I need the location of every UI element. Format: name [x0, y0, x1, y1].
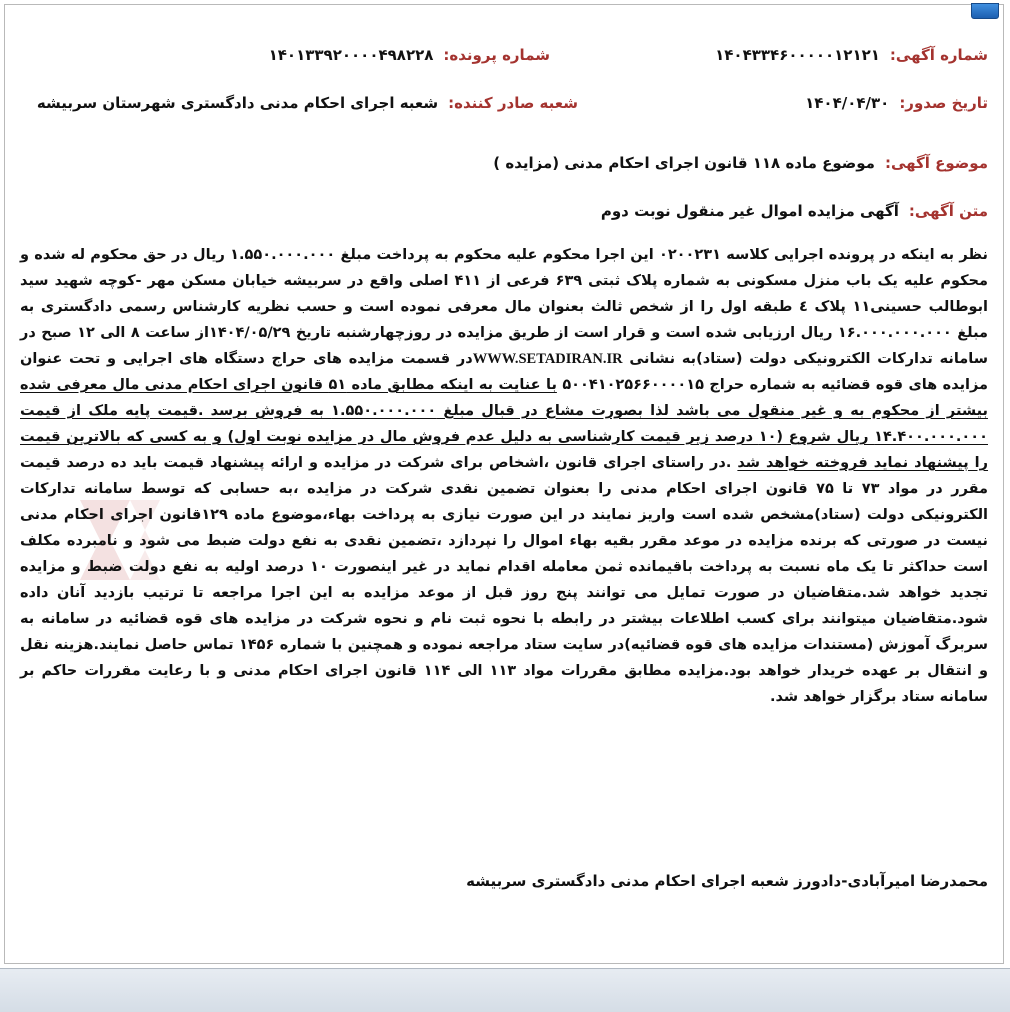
issue-date: ۱۴۰۴/۰۴/۳۰ — [805, 94, 890, 112]
body-part-1: نظر به اینکه در پرونده اجرایی کلاسه ۰۲۰۰۲۳۱ این اجرا محکوم علیه محکوم به پرداخت مبلغ ۱.۵۵۰.۰۰۰.۰۰۰ ریال در حق محکوم له شده و محکوم علیه یک باب منزل مسکونی به شماره پلاک ثبتی ۶۳۹ فرعی از ۴۱۱ اصلی واقع در سربیشه خیابان مسکن مهر -کوچه شهید سید ابوطالب حسینی۱۱ پلاک ٤ طبقه اول را از شخص ثالث بعنوان مال معرفی نموده است و حسب نظریه کارشناس رسمی دادگستری به مبلغ ۱۶.۰۰۰.۰۰۰.۰۰۰ ریال ارزیابی شده است و قرار است از طریق مزایده در روزچهارشنبه تاریخ ۱۴۰۴/۰۵/۲۹از ساعت ۸ الی ۱۲ صبح در سامانه تدارکات الکترونیکی دولت (ستاد)به نشانی — [20, 247, 988, 367]
website-link[interactable]: WWW.SETADIRAN.IR — [472, 351, 623, 367]
notice-body-paragraph — [20, 242, 988, 710]
notice-text-label: متن آگهی: — [908, 202, 988, 220]
notice-text-field — [601, 202, 988, 220]
bottom-toolbar — [0, 968, 1010, 1012]
notice-number: ۱۴۰۴۳۳۴۶۰۰۰۰۰۱۲۱۲۱ — [715, 46, 880, 64]
case-number-label: شماره پرونده: — [443, 46, 550, 64]
body-part-3: .در راستای اجرای قانون ،اشخاص برای شرکت در مزایده و ارائه پیشنهاد قیمت باید ده درصد قیمت مقرر در مواد ۷۳ تا ۷۵ قانون اجرای احکام مدنی را بعنوان تضمین نقدی شرکت در مزایده ،به حسابی که توسط سامانه تدارکات الکترونیکی دولت (ستاد)مشخص شده است واریز نمایند در این صورت نیازی به پرداخت بهاء،موضوع ماده ۱۲۹قانون اجرای احکام مدنی نیست در صورتی که برنده مزایده در موعد مقرر بقیه بهاء اموال را نپردازد ،تضمین نقدی به نفع دولت ضبط می شود و نامبرده مکلف است حداکثر تا یک ماه نسبت به پرداخت باقیمانده ثمن معامله اقدام نماید در غیر اینصورت ۱۰ درصد اولیه به نفع دولت ضبط و مزایده تجدید خواهد شد.متقاضیان در صورت تمایل می توانند پنج روز قبل از موعد مزایده به این اجرا مراجعه تا ترتیب بازدید آنان داده شود.متقاضیان میتوانند برای کسب اطلاعات بیشتر در رابطه با نحوه ثبت نام و نحوه شرکت در مزایده های قوه قضائیه در سامانه به سربرگ آموزش (مستندات مزایده های قوه قضائیه)در سایت ستاد مراجعه نموده و همچنین با شماره ۱۴۵۶ تماس حاصل نمایند.هزینه نقل و انتقال بر عهده خریدار خواهد بود.مزایده مطابق مقررات مواد ۱۱۳ الی ۱۱۴ قانون اجرای احکام مدنی و با رعایت مقررات حاکم بر سامانه ستاد برگزار خواهد شد. — [20, 455, 989, 705]
case-number-field — [269, 46, 550, 64]
notice-body — [20, 242, 988, 710]
notice-number-field — [715, 46, 988, 64]
notice-number-label: شماره آگهی: — [889, 46, 988, 64]
issuing-branch-field — [37, 94, 578, 112]
body-part-2: در قسمت مزایده های حراج دستگاه های اجرایی و تحت عنوان مزایده های قوه قضائیه به شماره حراج ۵۰۰۴۱۰۲۵۶۶۰۰۰۰۱۵ — [20, 351, 988, 393]
issue-date-label: تاریخ صدور: — [899, 94, 988, 112]
underlined-clause: با عنایت به اینکه مطابق ماده ۵۱ قانون اجرای احکام مدنی مال معرفی شده بیشتر از محکوم به و غیر منقول می باشد لذا بصورت مشاع در قبال مبلغ ۱.۵۵۰.۰۰۰.۰۰۰ به فروش برسد .قیمت پایه ملک از قیمت ۱۴.۴۰۰.۰۰۰.۰۰۰ ریال شروع (۱۰ درصد زیر قیمت کارشناسی به دلیل عدم فروش مال در مزایده نوبت اول) و به کسی که بالاترین قیمت را پیشنهاد نماید فروخته خواهد شد — [20, 377, 989, 471]
subject-value: موضوع ماده ۱۱۸ قانون اجرای احکام مدنی (مزایده ) — [493, 154, 875, 172]
issue-date-field — [805, 94, 988, 112]
window-corner-button[interactable] — [971, 3, 999, 19]
subject-label: موضوع آگهی: — [884, 154, 988, 172]
issuing-branch-label: شعبه صادر کننده: — [448, 94, 578, 112]
subject-field — [493, 154, 988, 172]
issuing-branch: شعبه اجرای احکام مدنی دادگستری شهرستان سربیشه — [36, 94, 439, 112]
signature-line: محمدرضا امیرآبادی-دادورز شعبه اجرای احکام مدنی دادگستری سربیشه — [466, 872, 988, 890]
notice-title: آگهی مزایده اموال غیر منقول نوبت دوم — [600, 202, 899, 220]
case-number: ۱۴۰۱۳۳۹۲۰۰۰۰۴۹۸۲۲۸ — [268, 46, 434, 64]
